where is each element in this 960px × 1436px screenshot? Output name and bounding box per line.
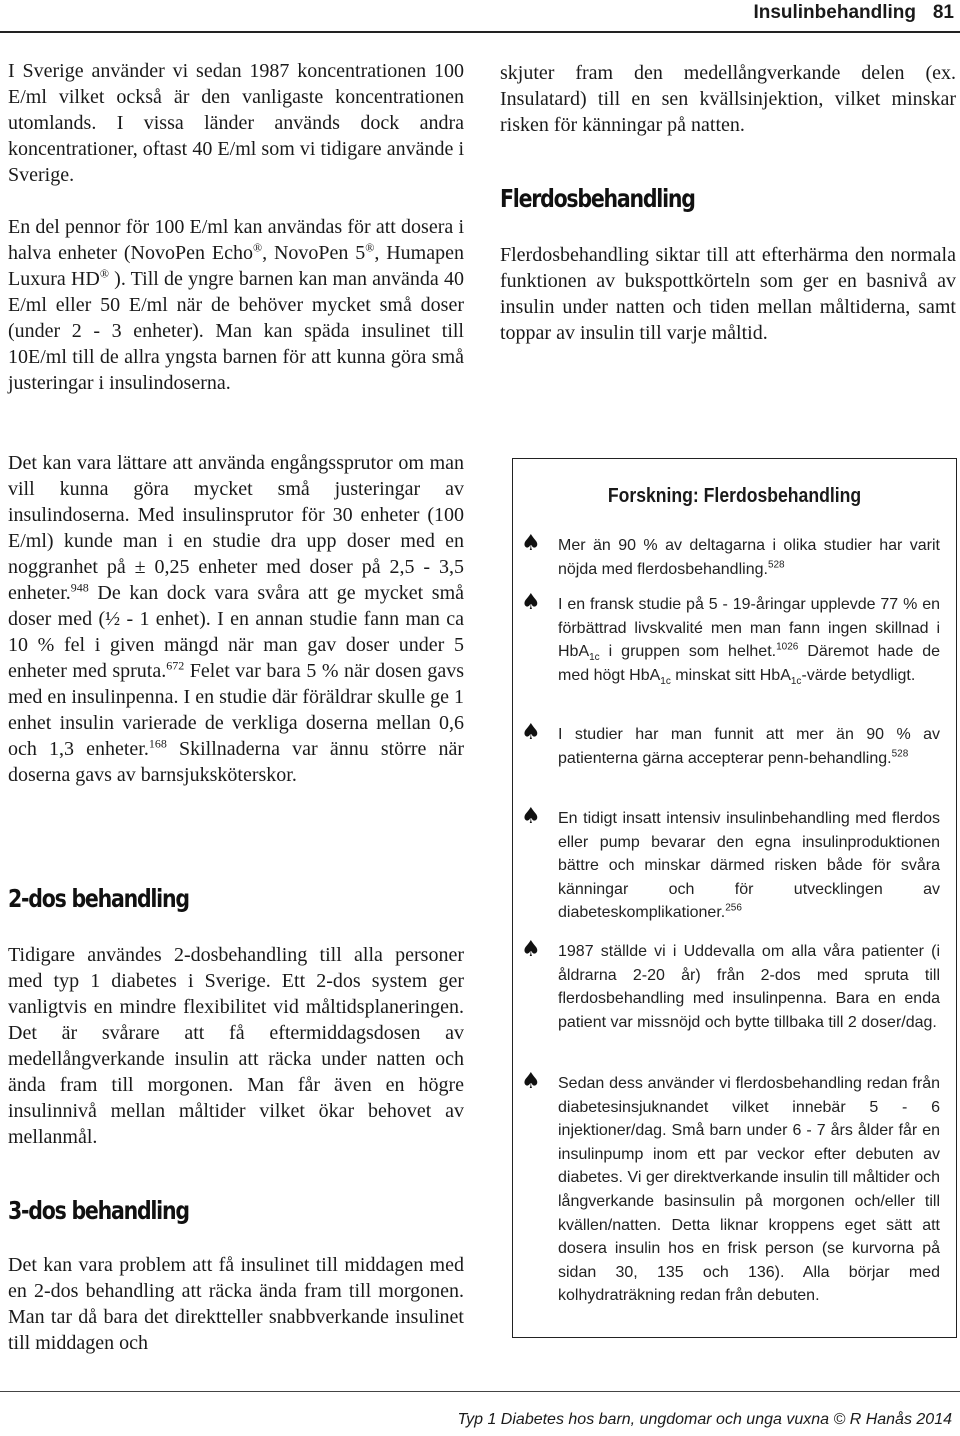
bullet-text: Mer än 90 % av deltagarna i olika studier har varit nöjda med flerdosbehandling.$^{528}$ [558,537,940,578]
spade-icon: ♠ [521,804,541,829]
running-header [0,0,960,30]
paragraph-concentration: I Sverige använder vi sedan 1987 koncentrationen 100 E/ml vilket också är den vanligaste koncentrationen utomlands. I vissa länder används dock andra koncentrationer, oftast 40 E/ml som vi tidigare använde i Sverige. [8,60,464,186]
spade-icon: ♠ [521,720,541,745]
spade-icon: ♠ [521,590,541,615]
spade-icon: ♠ [521,937,541,962]
footer-rule [0,1391,960,1392]
spade-icon: ♠ [521,1069,541,1094]
bullet-text: I studier har man funnit att mer än 90 % av patienterna gärna accepterar penn-behandling.$^{528}$ [558,726,940,767]
chapter-title: Insulinbehandling [753,2,916,23]
paragraph-pens: En del pennor för 100 E/ml kan användas för att dosera i halva enheter (NovoPen Echo®, NovoPen 5®, Humapen Luxura HD® ). Till de yngre barnen kan man använda 40 E/ml eller 50 E/ml när de behöver mycket små doser (under 2 - 3 enheter). Man kan späda insulinet till 10E/ml till de allra yngsta barnen för att kunna göra små justeringar i insulindoserna. [8,216,464,394]
footer-citation: Typ 1 Diabetes hos barn, ungdomar och unga vuxna © R Hanås 2014 [457,1411,952,1428]
paragraph-flerdos: Flerdosbehandling siktar till att efterhärma den normala funktionen av bukspottkörteln som ger en basnivå av insulin under natten och tiden mellan måltiderna, samt toppar av insulin till varje måltid. [500,244,956,344]
bullet-text: En tidigt insatt intensiv insulinbehandling med flerdos eller pump bevarar den egna insulinproduktionen bättre och minskar därmed risken både för svåra känningar och för utvecklingen av diabeteskomplikationer.$^{256}$ [558,810,940,922]
paragraph-evening-injection: skjuter fram den medellångverkande delen (ex. Insulatard) till en sen kvällsinjektion, vilket minskar risken för känningar på natten. [500,62,956,136]
paragraph-syringes: Det kan vara lättare att använda engångssprutor om man vill kunna göra mycket små justeringar av insulindoserna. Med insulinsprutor för 30 enheter (100 E/ml) kunde man i en studie dra upp doser med en noggranhet på ± 0,25 enheter med doser på 2,5 - 3,5 enheter.$^{948}$ De kan dock vara svåra att ge mycket små doser med (½ - 1 enhet). I en annan studie fann man ca 10 % fel i given mängd när man gav doser under 5 enheter med spruta.$^{672}$ Felet var bara 5 % när dosen gavs med en insulinpenna. I en studie där föräldrar skulle ge 1 enhet insulin varierade de verkliga doserna mellan 0,6 och 1,3 enheter.$^{168}$ Skillnaderna var ännu större när doserna gavs av barnsjuksköterskor. [8,452,465,786]
page-number: 81 [932,2,954,23]
research-box-title: Forskning: Flerdosbehandling [607,485,862,507]
heading-3dos: 3-dos behandling [8,1196,189,1225]
bullet-text: 1987 ställde vi i Uddevalla om alla våra patienter (i åldrarna 2-20 år) från 2-dos med spruta till flerdosbehandling med insulinpenna. Bara en enda patient var missnöjd och bytte tillbaka till 2 doser/dag. [558,943,940,1031]
paragraph-3dos: Det kan vara problem att få insulinet till middagen med en 2-dos behandling att räcka ända fram till morgonen. Man tar då bara det direktteller snabbverkande insulinet till middagen och [8,1254,464,1354]
spade-icon: ♠ [521,531,541,556]
header-rule [0,31,960,33]
heading-2dos: 2-dos behandling [8,884,189,913]
heading-flerdos: Flerdosbehandling [500,184,695,213]
reference: 168 [148,736,167,751]
bullet-text: Sedan dess använder vi flerdosbehandling redan från diabetesinsjuknandet vilket innebär 5 - 6 injektioner/dag. Små barn under 6 - 7 års ålder får en insulinpump inom ett par veckor efter debuten av diabetes. Vi ger direktverkande insulin till måltider och långverkande basinsulin på morgonen och/eller till kvällen/natten. Detta liknar kroppens eget sätt att dosera insulin hos en frisk person (se kurvorna på sidan 30, 135 och 136). Alla börjar med kolhydraträkning redan från debuten. [558,1075,940,1305]
reference: 948 [70,580,89,595]
bullet-text: I en fransk studie på 5 - 19-åringar upplevde 77 % en förbättrad livskvalité men man fann ingen skillnad i HbA$_{1c}$ i gruppen som helhet.$^{1026}$ Däremot hade de med högt HbA$_{1c}$ minskat sitt HbA$_{1c}$-värde betydligt. [558,596,941,687]
reference: 672 [166,658,185,673]
paragraph-2dos: Tidigare användes 2-dosbehandling till alla personer med typ 1 diabetes i Sverige. Ett 2-dos system ger vanligtvis en mindre flexibilitet vid måltidsplaneringen. Det är svårare att få eftermiddagsdosen av medellångverkande insulin att räcka under natten och ända fram till morgonen. Man får även en högre insulinnivå mellan måltider vilket ökar behovet av mellanmål. [8,944,464,1148]
